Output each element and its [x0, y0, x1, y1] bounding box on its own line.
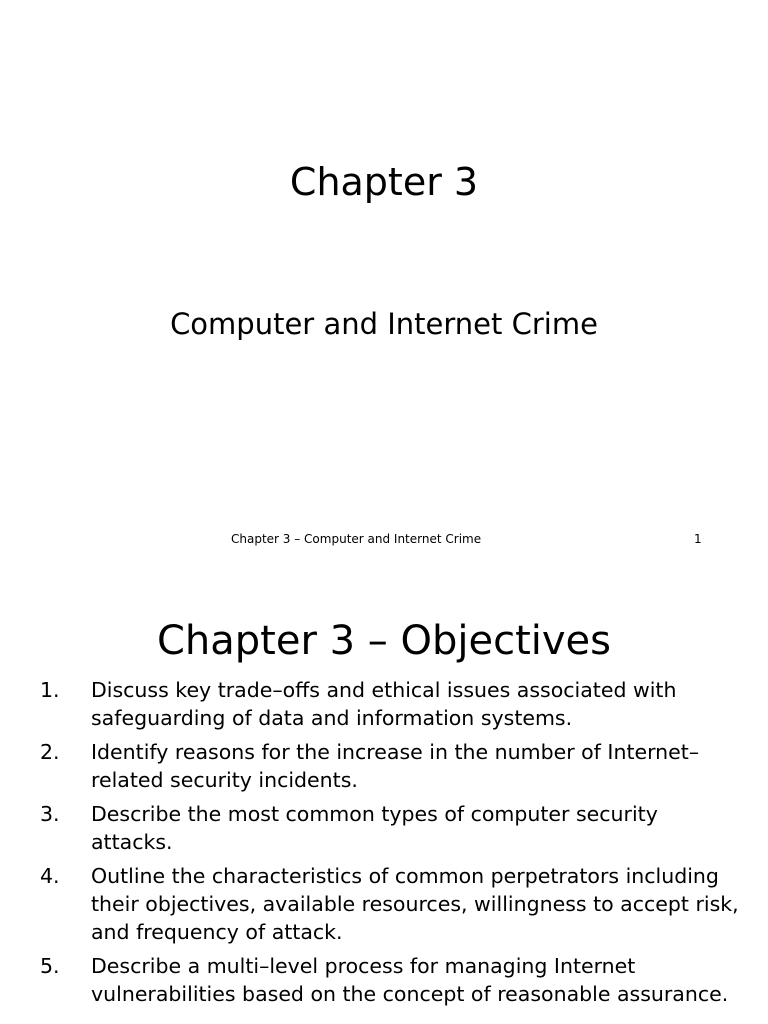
objective-text: Identify reasons for the increase in the number of Internet–related security incidents. — [91, 740, 700, 792]
slide-title: Chapter 3 — [289, 160, 479, 204]
objective-text: Describe the most common types of computer security attacks. — [91, 802, 658, 854]
slide-2 — [0, 576, 768, 1024]
slide-title: Chapter 3 – Objectives — [156, 618, 612, 664]
objective-item — [0, 738, 768, 794]
slide-subtitle: Computer and Internet Crime — [170, 307, 598, 341]
objective-number: 5. — [40, 954, 60, 978]
objective-text: Discuss key trade–offs and ethical issues associated with safeguarding of data and information systems. — [91, 678, 677, 730]
slide-footer: Chapter 3 – Computer and Internet Crime — [231, 532, 482, 546]
objective-number: 1. — [40, 678, 60, 702]
objective-item — [0, 800, 768, 856]
objective-item — [0, 952, 768, 1008]
objectives-list — [0, 676, 768, 1014]
objective-text: Describe a multi–level process for managing Internet vulnerabilities based on the concept of reasonable assurance. — [91, 954, 729, 1006]
objective-item — [0, 862, 768, 946]
objective-item — [0, 676, 768, 732]
objective-number: 3. — [40, 802, 60, 826]
objective-number: 4. — [40, 864, 60, 888]
objective-text: Outline the characteristics of common perpetrators including their objectives, available resources, willingness to accept risk, and frequency of attack. — [91, 864, 739, 944]
page-number: 1 — [694, 532, 702, 546]
objective-number: 2. — [40, 740, 60, 764]
